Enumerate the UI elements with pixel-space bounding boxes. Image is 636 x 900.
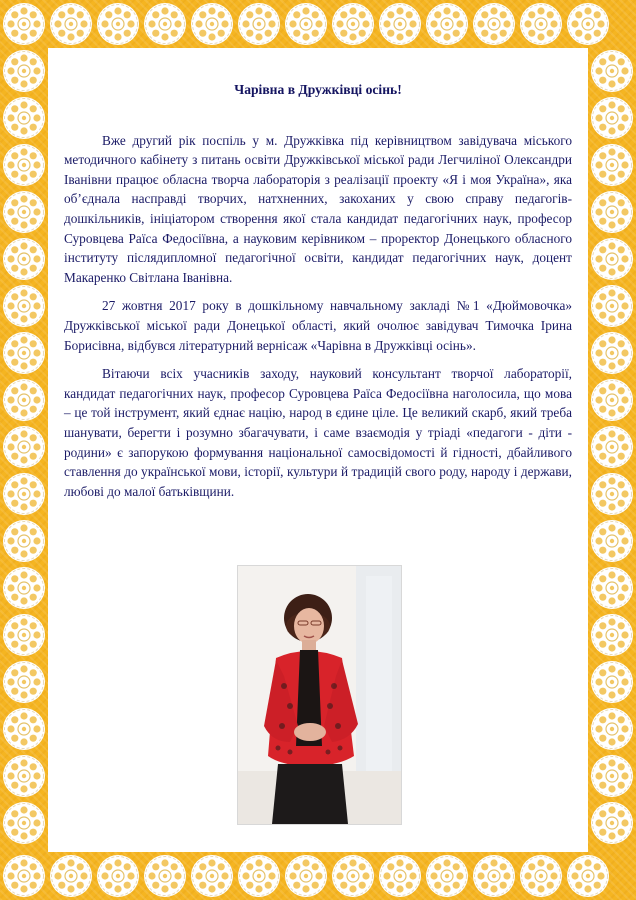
doily-ornament <box>3 708 45 750</box>
doily-ornament <box>50 855 92 897</box>
doily-ornament <box>591 50 633 92</box>
doily-ornament <box>3 855 45 897</box>
doily-ornament <box>238 3 280 45</box>
doily-ornament <box>473 855 515 897</box>
doily-ornament <box>3 3 45 45</box>
doily-ornament <box>3 50 45 92</box>
doily-ornament <box>238 855 280 897</box>
doily-ornament <box>285 855 327 897</box>
doily-ornament <box>591 614 633 656</box>
doily-ornament <box>3 614 45 656</box>
doily-ornament <box>3 802 45 844</box>
doily-ornament <box>3 285 45 327</box>
article <box>64 80 572 510</box>
doily-ornament <box>3 755 45 797</box>
doily-ornament <box>144 855 186 897</box>
doily-ornament <box>591 661 633 703</box>
doily-ornament <box>591 802 633 844</box>
doily-ornament <box>591 567 633 609</box>
doily-ornament <box>591 97 633 139</box>
doily-ornament <box>426 3 468 45</box>
doily-ornament <box>591 191 633 233</box>
doily-ornament <box>379 3 421 45</box>
doily-ornament <box>591 285 633 327</box>
doily-ornament <box>3 238 45 280</box>
doily-ornament <box>591 755 633 797</box>
doily-ornament <box>591 238 633 280</box>
doily-ornament <box>3 661 45 703</box>
doily-ornament <box>144 3 186 45</box>
article-paragraph-3: Вітаючи всіх учасників заходу, науковий консультант творчої лабораторії, кандидат педагогічних наук, професор Суровцева Раїса Федосіївна наголосила, що мова – це той інструмент, який єднає націю, народ в єдине ціле. Це великий скарб, який треба шанувати, берегти і розумно збагачувати, і саме взаємодія у тріаді «педагоги - діти - родини» є запорукою формування національної самосвідомості й гідності, дбайливого ставлення до української мови, історії, культури й традицій свого роду, народу і держави, любові до малої батьківщини. <box>64 366 572 499</box>
doily-ornament <box>3 144 45 186</box>
doily-ornament <box>520 3 562 45</box>
doily-ornament <box>591 332 633 374</box>
doily-ornament <box>332 3 374 45</box>
doily-ornament <box>591 708 633 750</box>
doily-ornament <box>473 3 515 45</box>
doily-ornament <box>332 855 374 897</box>
doily-ornament <box>3 191 45 233</box>
event-photo <box>237 565 402 825</box>
article-paragraph-2: 27 жовтня 2017 року в дошкільному навчальному закладі №1 «Дюймовочка» Дружківської міської ради Донецької області, який очолює завідувач Тимочка Ірина Борисівна, відбувся літературний вернісаж «Чарівна в Дружківці осінь». <box>64 298 572 353</box>
doily-ornament <box>379 855 421 897</box>
doily-ornament <box>3 567 45 609</box>
doily-ornament <box>3 520 45 562</box>
doily-ornament <box>3 426 45 468</box>
article-title: Чарівна в Дружківці осінь! <box>234 82 402 97</box>
doily-ornament <box>50 3 92 45</box>
doily-ornament <box>3 332 45 374</box>
woman-in-red-jacket-icon <box>238 566 401 824</box>
doily-ornament <box>520 855 562 897</box>
doily-ornament <box>591 520 633 562</box>
article-paragraph-1: Вже другий рік поспіль у м. Дружківка під керівництвом завідувача міського методичного кабінету з питань освіти Дружківської міської ради Легчиліної Олександри Іванівни працює обласна творча лабораторія з реалізації проекту «Я і моя Україна», яка об’єднала насправді творчих, натхненних, закоханих у свою справу педагогів-дошкільників, ініціатором створення якої стала кандидат педагогічних наук, професор Суровцева Раїса Федосіївна, а науковим керівником – проректор Донецького обласного інституту післядипломної педагогічної освіти, кандидат педагогічних наук, доцент Макаренко Світлана Іванівна. <box>64 132 572 285</box>
doily-ornament <box>191 855 233 897</box>
doily-ornament <box>591 473 633 515</box>
doily-ornament <box>567 3 609 45</box>
doily-ornament <box>426 855 468 897</box>
doily-ornament <box>567 855 609 897</box>
doily-ornament <box>3 379 45 421</box>
doily-ornament <box>97 3 139 45</box>
doily-ornament <box>97 855 139 897</box>
doily-ornament <box>191 3 233 45</box>
doily-ornament <box>591 379 633 421</box>
doily-ornament <box>591 426 633 468</box>
doily-ornament <box>3 97 45 139</box>
doily-ornament <box>3 473 45 515</box>
doily-ornament <box>591 144 633 186</box>
doily-ornament <box>285 3 327 45</box>
